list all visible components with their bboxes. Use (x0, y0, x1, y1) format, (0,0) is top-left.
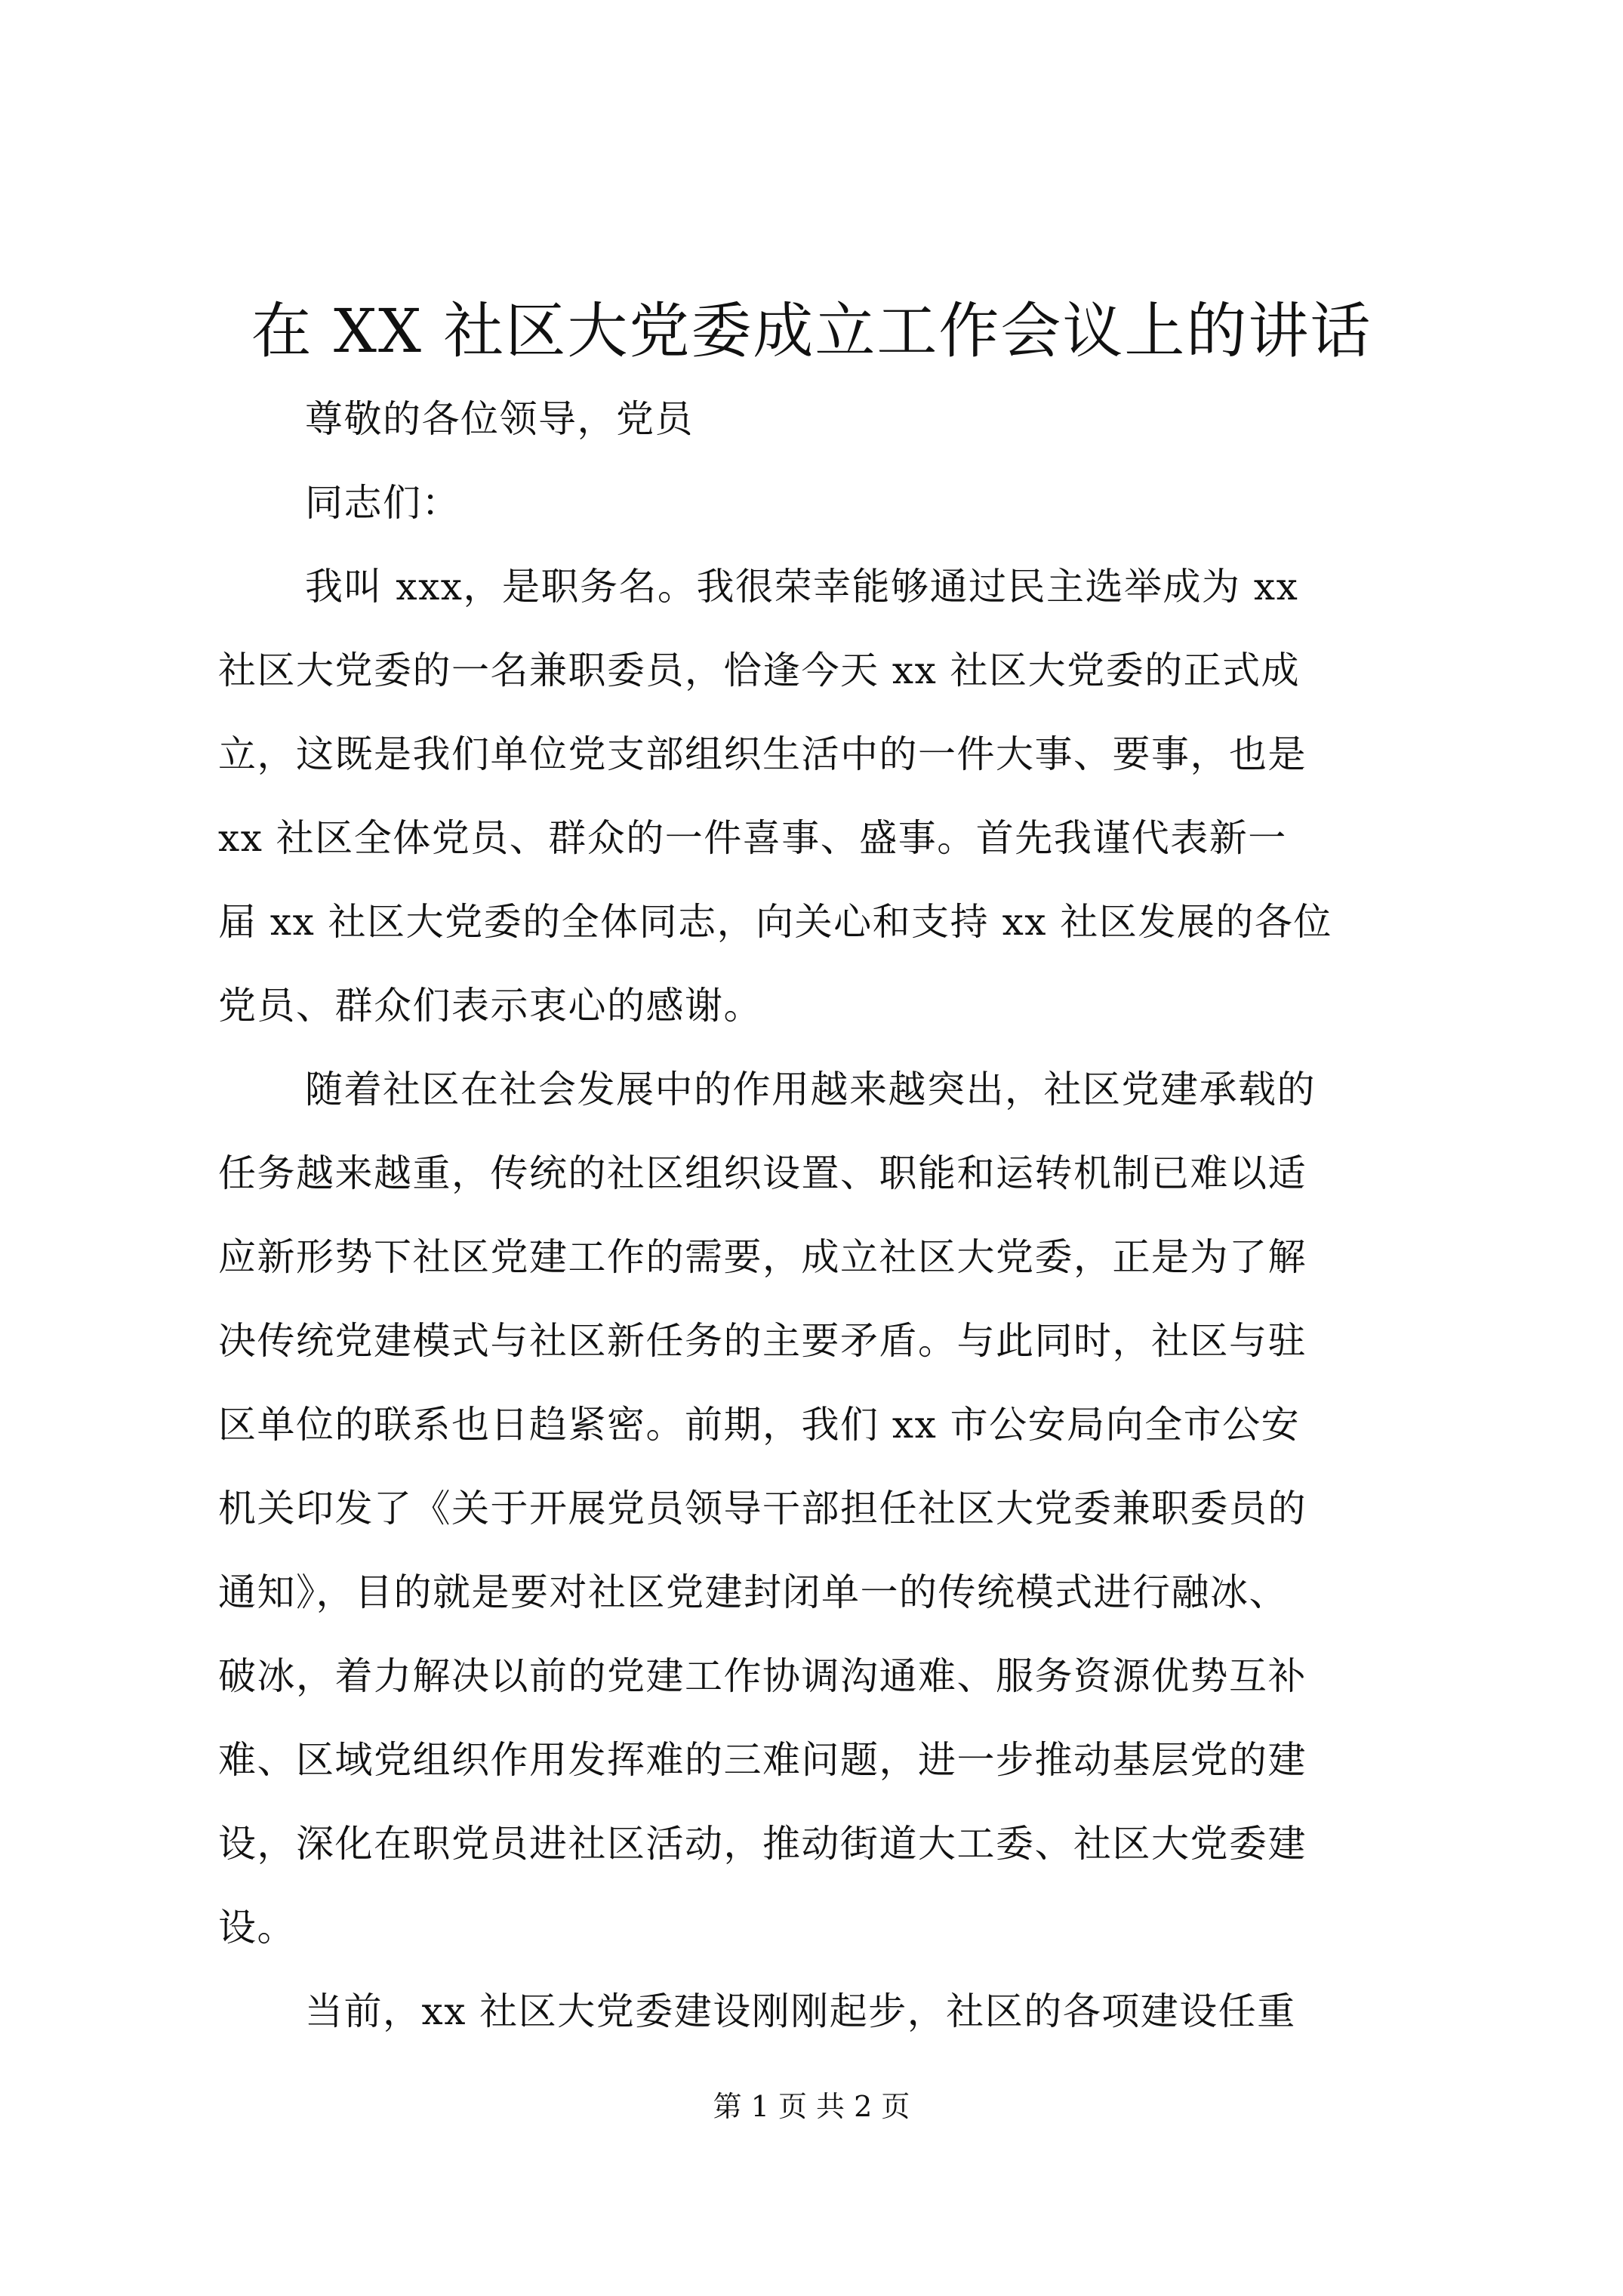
paragraph-line: xx 社区全体党员、群众的一件喜事、盛事。首先我谨代表新一 (218, 816, 1287, 860)
salutation-line: 同志们： (305, 481, 460, 525)
paragraph-line: 难、区域党组织作用发挥难的三难问题，进一步推动基层党的建 (218, 1738, 1307, 1782)
paragraph-line: 设，深化在职党员进社区活动，推动街道大工委、社区大党委建 (218, 1822, 1307, 1866)
paragraph-line: 党员、群众们表示衷心的感谢。 (218, 984, 762, 1028)
paragraph-line: 届 xx 社区大党委的全体同志，向关心和支持 xx 社区发展的各位 (218, 900, 1332, 944)
paragraph-line: 破冰，着力解决以前的党建工作协调沟通难、服务资源优势互补 (218, 1654, 1307, 1698)
paragraph-line: 当前，xx 社区大党委建设刚刚起步，社区的各项建设任重 (305, 1989, 1296, 2033)
paragraph-line: 应新形势下社区党建工作的需要，成立社区大党委，正是为了解 (218, 1235, 1307, 1279)
paragraph-line: 通知》，目的就是要对社区党建封闭单一的传统模式进行融冰、 (218, 1570, 1288, 1614)
salutation-line: 尊敬的各位领导，党员 (305, 397, 694, 441)
paragraph-line: 区单位的联系也日趋紧密。前期，我们 xx 市公安局向全市公安 (218, 1403, 1301, 1447)
paragraph-line: 随着社区在社会发展中的作用越来越突出，社区党建承载的 (305, 1068, 1316, 1111)
page-number-footer: 第 1 页 共 2 页 (713, 2090, 910, 2123)
paragraph-line: 设。 (218, 1906, 296, 1949)
paragraph-line: 决传统党建模式与社区新任务的主要矛盾。与此同时，社区与驻 (218, 1319, 1307, 1363)
paragraph-line: 我叫 xxx，是职务名。我很荣幸能够通过民主选举成为 xx (305, 565, 1299, 609)
paragraph-line: 机关印发了《关于开展党员领导干部担任社区大党委兼职委员的 (218, 1487, 1307, 1530)
document-body (218, 378, 1426, 2054)
paragraph-line: 社区大党委的一名兼职委员，恰逢今天 xx 社区大党委的正式成 (218, 649, 1301, 692)
paragraph-line: 立，这既是我们单位党支部组织生活中的一件大事、要事，也是 (218, 732, 1307, 776)
paragraph-line: 任务越来越重，传统的社区组织设置、职能和运转机制已难以适 (218, 1151, 1307, 1195)
document-title: 在 XX 社区大党委成立工作会议上的讲话 (251, 296, 1372, 366)
